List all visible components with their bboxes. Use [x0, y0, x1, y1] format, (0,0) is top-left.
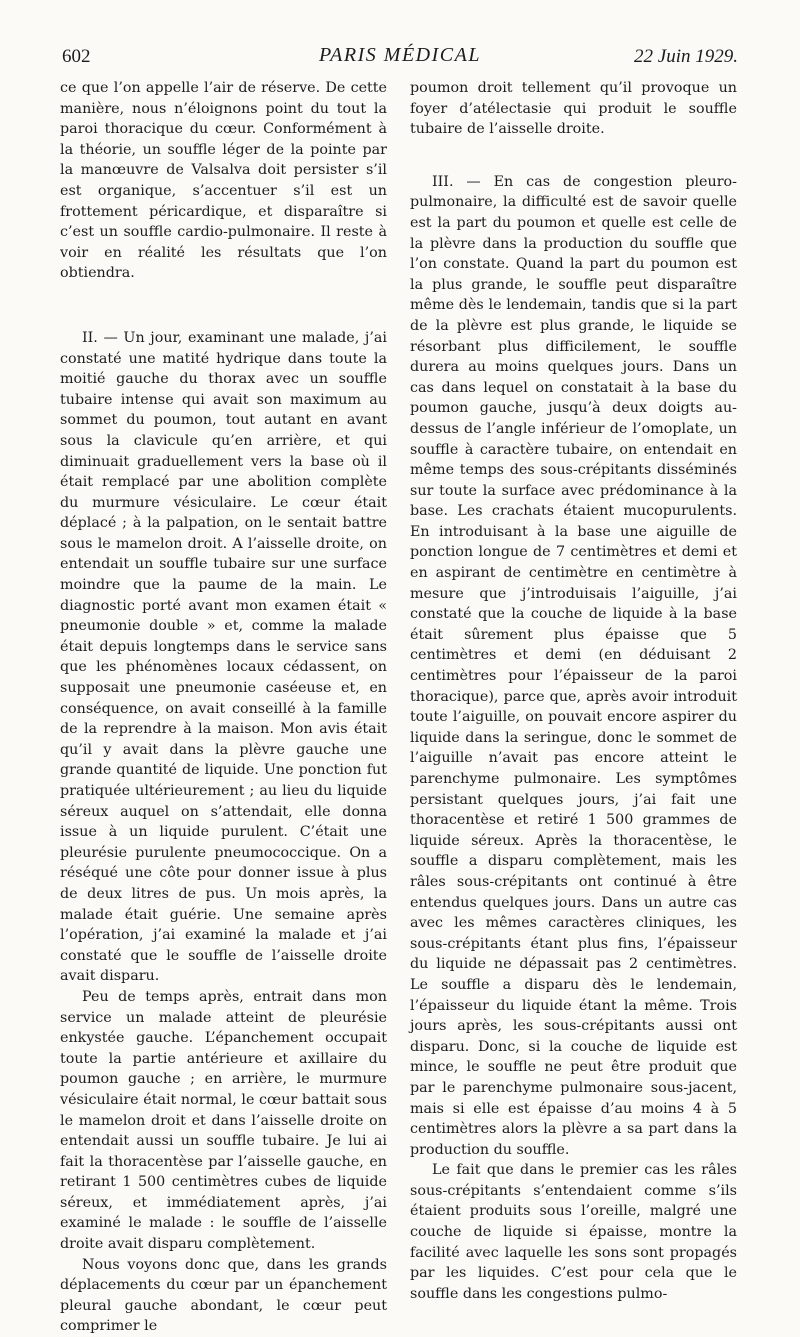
right-column: [410, 78, 737, 1304]
paragraph: Nous voyons donc que, dans les grands déplacements du cœur par un épanchement pleural gauche abondant, le cœur peut comprimer le: [60, 1256, 387, 1335]
paragraph: Le fait que dans le premier cas les râles sous-crépitants s’entendaient comme s’ils étaient produits sous l’oreille, malgré une couche de liquide si épaisse, montre la facilité avec laquelle les sons sont propagés par les liquides. C’est pour cela que le souffle dans les congestions pulmo-: [410, 1162, 737, 1302]
page-header: [58, 44, 742, 74]
page-number: 602: [62, 46, 91, 67]
paragraph: poumon droit tellement qu’il provoque un foyer d’atélectasie qui produit le souffle tubaire de l’aisselle droite.: [410, 80, 737, 138]
left-column: [60, 78, 387, 1337]
journal-title: PARIS MÉDICAL: [319, 44, 481, 66]
issue-date: 22 Juin 1929.: [634, 46, 738, 67]
paragraph: III. — En cas de congestion pleuro-pulmonaire, la difficulté est de savoir quelle est la part du poumon et quelle est celle de la plèvre dans la production du souffle que l’on constate. Quand la part du poumon est la plus grande, le souffle peut disparaître même dès le lendemain, tandis que si la part de la plèvre est plus grande, le liquide se résorbant plus difficilement, le souffle durera au moins quelques jours. Dans un cas dans lequel on constatait à la base du poumon gauche, jusqu’à deux doigts au-dessus de l’angle inférieur de l’omoplate, un souffle à caractère tubaire, on entendait en même temps des sous-crépitants disséminés sur toute la surface avec prédominance à la base. Les crachats étaient mucopurulents. En introduisant à la base une aiguille de ponction longue de 7 centimètres et demi et en aspirant de centimètre en centimètre à mesure que j’introduisais l’aiguille, j’ai constaté que la couche de liquide à la base était sûrement plus épaisse que 5 centimètres et demi (en déduisant 2 centimètres pour l’épaisseur de la paroi thoracique), parce que, après avoir introduit toute l’aiguille, on pouvait encore aspirer du liquide dans la seringue, donc le sommet de l’aiguille n’avait pas encore atteint le parenchyme pulmonaire. Les symptômes persistant quelques jours, j’ai fait une thoracentèse et retiré 1 500 grammes de liquide séreux. Après la thoracentèse, le souffle a disparu complètement, mais les râles sous-crépitants ont continué à être entendus quelques jours. Dans un autre cas avec les mêmes caractères cliniques, les sous-crépitants étant plus fins, l’épaisseur du liquide ne dépassait pas 2 centimètres. Le souffle a disparu dès le lendemain, l’épaisseur du liquide étant la même. Trois jours après, les sous-crépitants aussi ont disparu. Donc, si la couche de liquide est mince, le souffle ne peut être produit que par le parenchyme pulmonaire sous-jacent, mais si elle est épaisse d’au moins 4 à 5 centimètres alors la plèvre a sa part dans la production du souffle.: [410, 173, 737, 1158]
paragraph: ce que l’on appelle l’air de réserve. De cette manière, nous n’éloignons point du tout la paroi thoracique du cœur. Conformément à la théorie, un souffle léger de la pointe par la manœuvre de Valsalva doit persister s’il est organique, s’accentuer s’il est un frottement péricardique, et disparaître si c’est un souffle cardio-pulmonaire. Il reste à voir en réalité les résultats que l’on obtiendra.: [60, 80, 387, 282]
paragraph: Peu de temps après, entrait dans mon service un malade atteint de pleurésie enkystée gauche. L’épanchement occupait toute la partie antérieure et axillaire du poumon gauche ; en arrière, le murmure vésiculaire était normal, le cœur battait sous le mamelon droit et dans l’aisselle droite on entendait aussi un souffle tubaire. Je lui ai fait la thoracentèse par l’aisselle gauche, en retirant 1 500 centimètres cubes de liquide séreux, et immédiatement après, j’ai examiné le malade : le souffle de l’aisselle droite avait disparu complètement.: [60, 988, 387, 1253]
paragraph: II. — Un jour, examinant une malade, j’ai constaté une matité hydrique dans toute la moitié gauche du thorax avec un souffle tubaire intense qui avait son maximum au sommet du poumon, tout autant en avant sous la clavicule qu’en arrière, et qui diminuait graduellement vers la base où il était remplacé par une abolition complète du murmure vésiculaire. Le cœur était déplacé ; à la palpation, on le sentait battre sous le mamelon droit. A l’aisselle droite, on entendait un souffle tubaire sur une surface moindre que la paume de la main. Le diagnostic porté avant mon examen était « pneumonie double » et, comme la malade était depuis longtemps dans le service sans que les phénomènes locaux cédassent, on supposait une pneumonie caséeuse et, en conséquence, on avait conseillé à la famille de la reprendre à la maison. Mon avis était qu’il y avait dans la plèvre gauche une grande quantité de liquide. Une ponction fut pratiquée ultérieurement ; au lieu du liquide séreux auquel on s’attendait, elle donna issue à un liquide purulent. C’était une pleurésie purulente pneumococcique. On a réséqué une côte pour donner issue à plus de deux litres de pus. Un mois après, la malade était guérie. Une semaine après l’opération, j’ai examiné la malade et j’ai constaté que le souffle de l’aisselle droite avait disparu.: [60, 329, 387, 985]
